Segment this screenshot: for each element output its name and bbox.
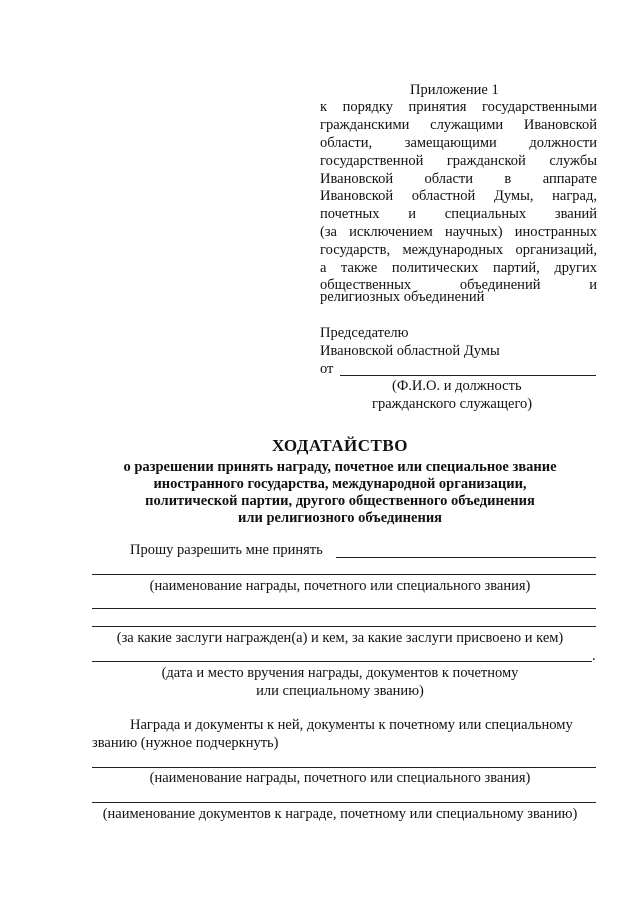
field-caption: (дата и место вручения награды, документов к почетному	[161, 665, 519, 681]
field-caption: (наименование награды, почетного или специального звания)	[149, 770, 531, 786]
award-docs-text: званию (нужное подчеркнуть)	[92, 735, 279, 751]
request-text: Прошу разрешить мне принять	[130, 542, 323, 558]
addressee-line: Председателю	[320, 325, 409, 341]
field-caption: или специальному званию)	[256, 683, 424, 699]
document-title: ХОДАТАЙСТВО	[272, 436, 408, 455]
subtitle-line: о разрешении принять награду, почетное или специальное звание	[123, 459, 557, 475]
addressee-line: Ивановской областной Думы	[320, 343, 500, 359]
appendix-line: общественных объединений и	[320, 277, 597, 293]
field-caption: гражданского служащего)	[372, 396, 533, 412]
merits-field-line[interactable]	[92, 626, 596, 627]
field-caption: (наименование награды, почетного или специального звания)	[149, 578, 531, 594]
field-caption: (наименование документов к награде, почетному или специальному званию)	[102, 806, 578, 822]
appendix-title: Приложение 1	[410, 82, 499, 98]
appendix-line: области, замещающими должности	[320, 135, 597, 151]
award-name-field[interactable]	[336, 557, 596, 558]
appendix-line: Ивановской областной Думы, наград,	[320, 188, 597, 204]
field-caption: (Ф.И.О. и должность	[392, 378, 522, 394]
appendix-line: (за исключением научных) иностранных	[320, 224, 597, 240]
appendix-line: гражданскими служащими Ивановской	[320, 117, 597, 133]
appendix-line: религиозных объединений	[320, 289, 485, 305]
award-docs-text: Награда и документы к ней, документы к почетному или специальному	[130, 717, 573, 733]
subtitle-line: политической партии, другого общественного объединения	[145, 493, 535, 509]
appendix-line: а также политических партий, других	[320, 260, 597, 276]
merits-field-line[interactable]	[92, 608, 596, 609]
appendix-line: почетных и специальных званий	[320, 206, 597, 222]
appendix-line: Ивановской области в аппарате	[320, 171, 597, 187]
subtitle-line: иностранного государства, международной организации,	[153, 476, 527, 492]
documents-field-line[interactable]	[92, 802, 596, 803]
field-caption: (за какие заслуги награжден(а) и кем, за какие заслуги присвоено и кем)	[116, 630, 564, 646]
appendix-line: к порядку принятия государственными	[320, 99, 597, 115]
appendix-line: государств, международных организаций,	[320, 242, 597, 258]
line-end-dot: .	[592, 648, 596, 664]
subtitle-line: или религиозного объединения	[237, 510, 443, 526]
award-name-field-line[interactable]	[92, 574, 596, 575]
from-label: от	[320, 361, 334, 377]
date-place-field-line[interactable]	[92, 661, 592, 662]
award-name-field-line-2[interactable]	[92, 767, 596, 768]
name-position-field[interactable]	[340, 375, 596, 376]
appendix-line: государственной гражданской службы	[320, 153, 597, 169]
